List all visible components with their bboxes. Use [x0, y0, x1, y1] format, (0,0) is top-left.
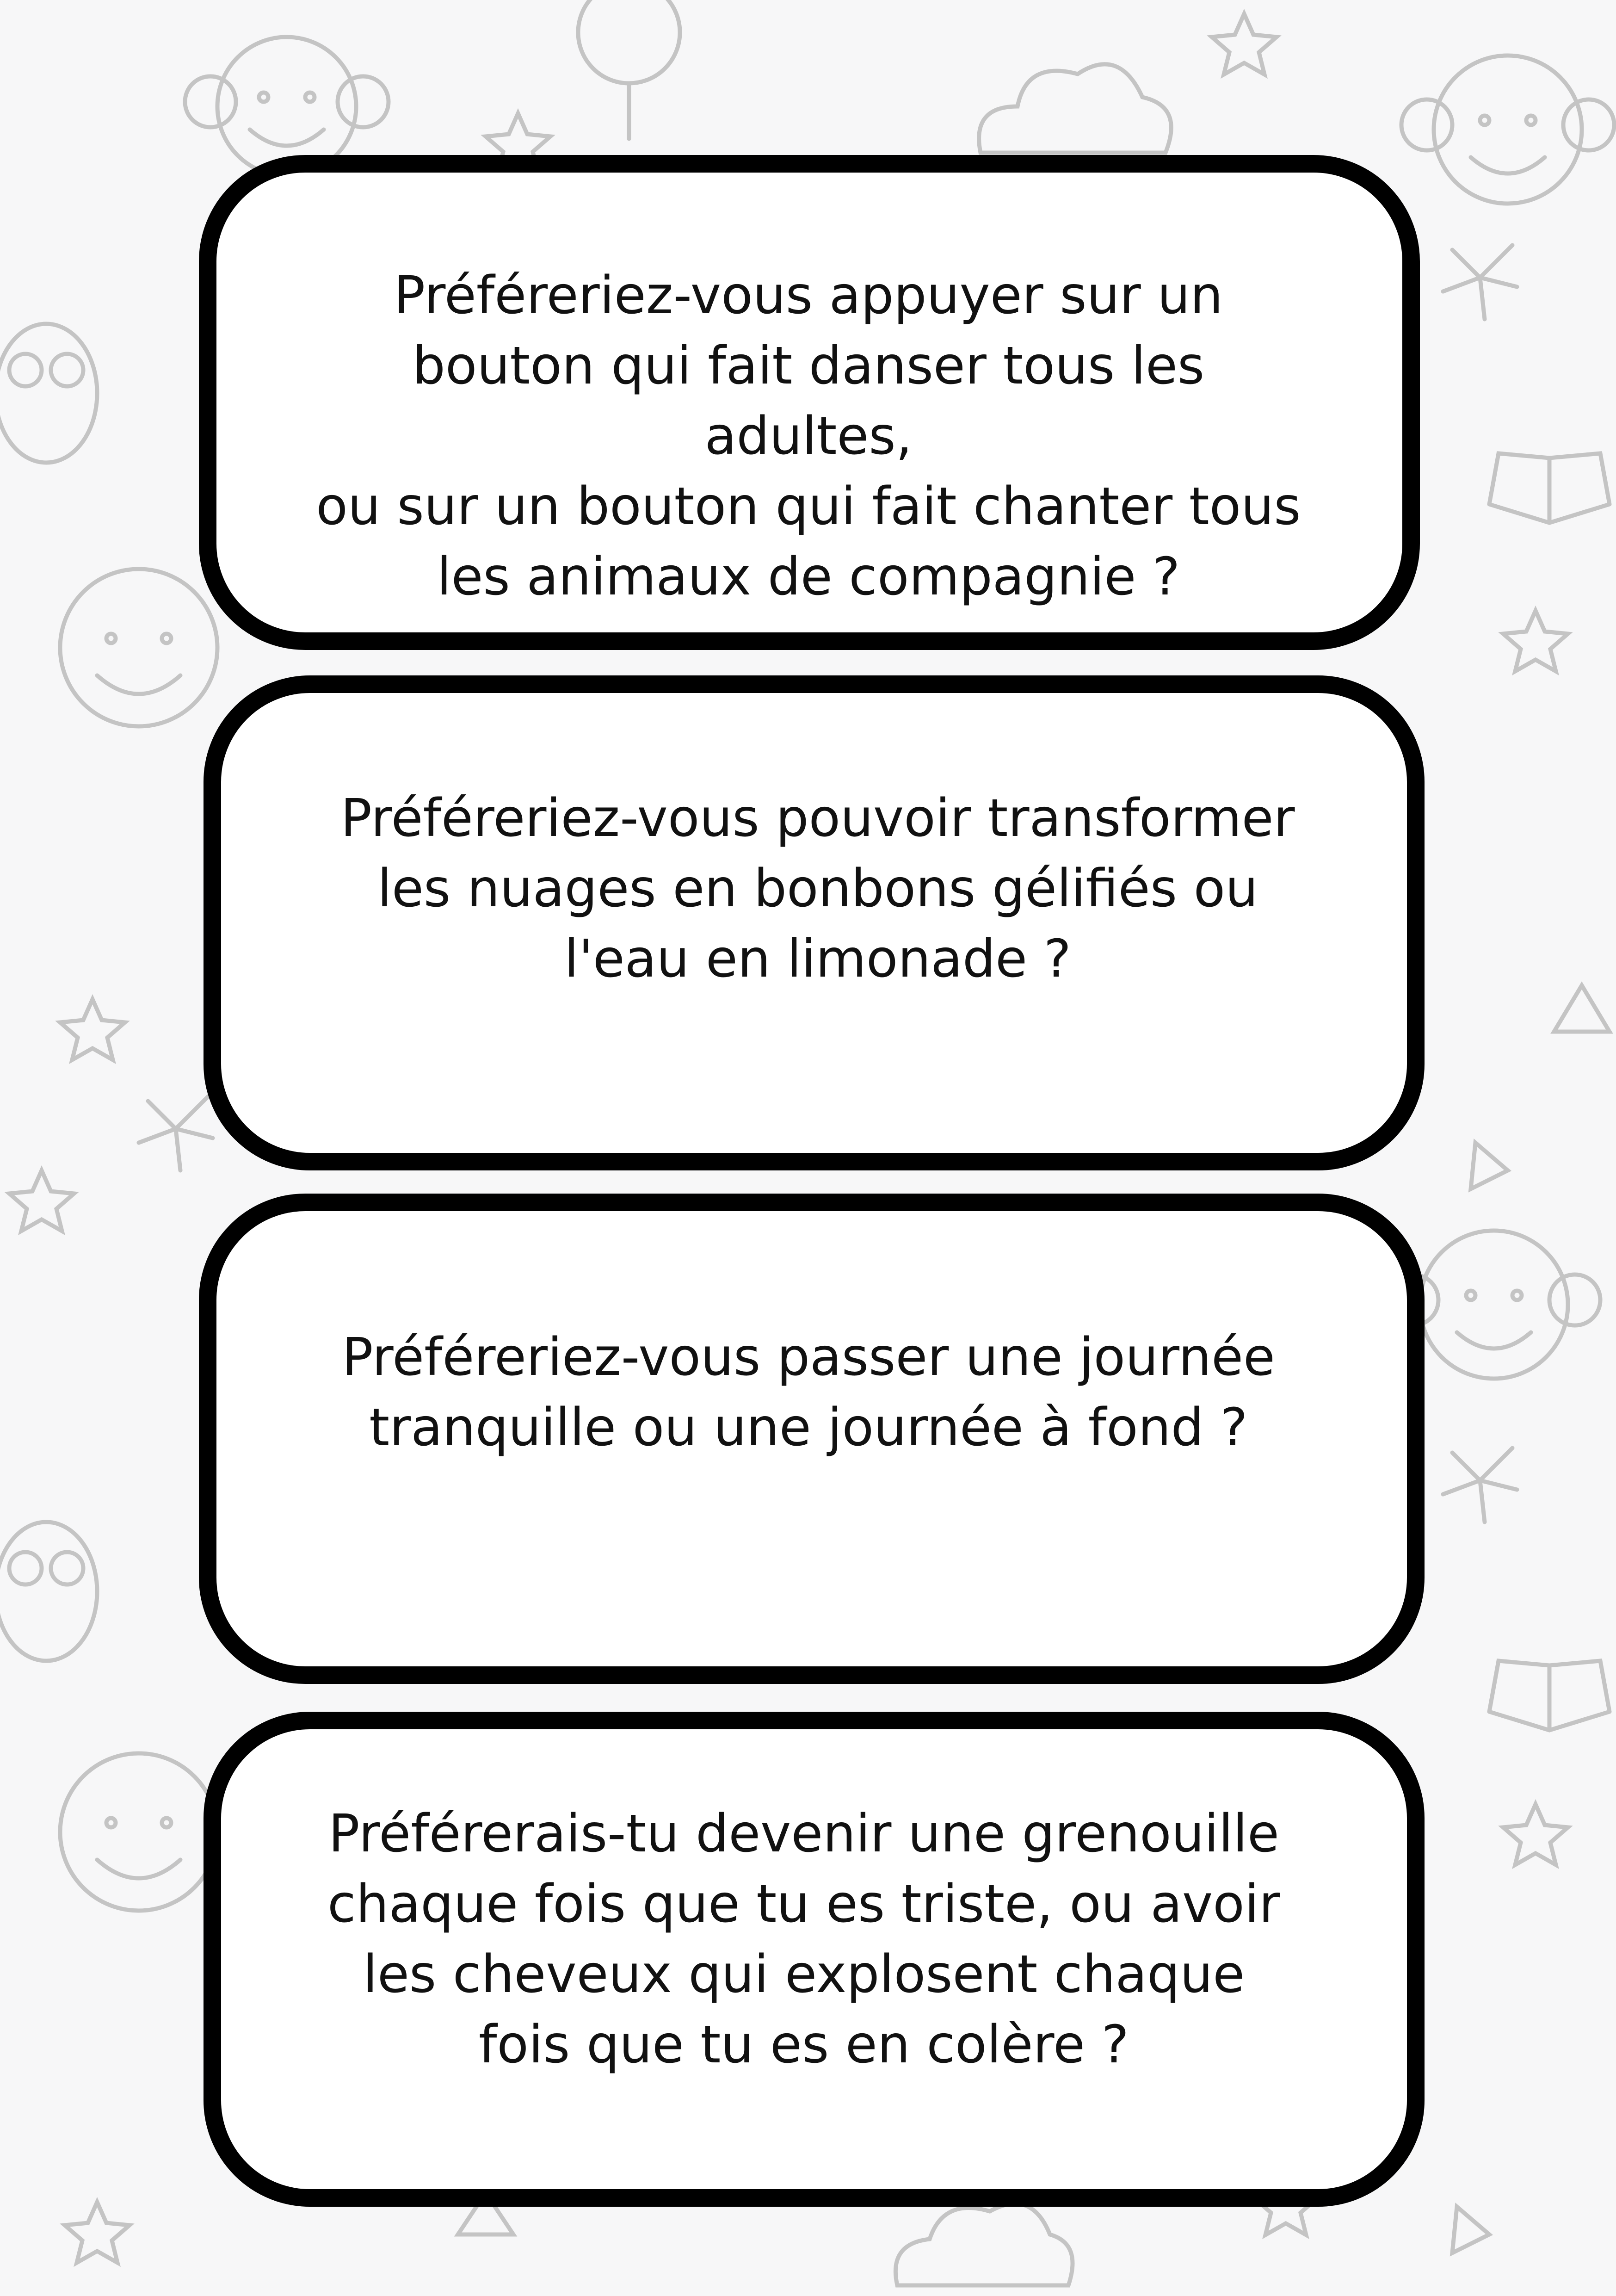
owl-icon — [0, 324, 97, 463]
cloud-icon — [895, 2203, 1073, 2285]
monkey-face-icon — [60, 1753, 217, 1911]
question-text: Préféreriez-vous passer une journée tranquille ou une journée à fond ? — [342, 1327, 1275, 1458]
question-card-2 — [204, 675, 1425, 1170]
question-card-4 — [204, 1712, 1425, 2207]
open-book-icon — [1489, 1661, 1610, 1730]
question-text: Préféreriez-vous appuyer sur un bouton qui fait danser tous les adultes, ou sur un bouton qui fait chanter tous les animaux de compagnie ? — [316, 266, 1301, 607]
tree-icon — [578, 0, 680, 139]
monkey-face-icon — [60, 569, 217, 726]
question-text: Préférerais-tu devenir une grenouille chaque fois que tu es triste, ou avoir les cheveux qui explosent chaque fois que tu es en colère ? — [327, 1804, 1280, 2075]
cloud-icon — [979, 64, 1172, 153]
question-card-1 — [199, 155, 1420, 650]
owl-icon — [0, 1522, 97, 1661]
question-text: Préféreriez-vous pouvoir transformer les nuages en bonbons gélifiés ou l'eau en limonade ? — [340, 788, 1295, 989]
question-card-3 — [199, 1194, 1425, 1684]
monkey-face-icon — [1401, 56, 1614, 204]
open-book-icon — [1489, 453, 1610, 523]
